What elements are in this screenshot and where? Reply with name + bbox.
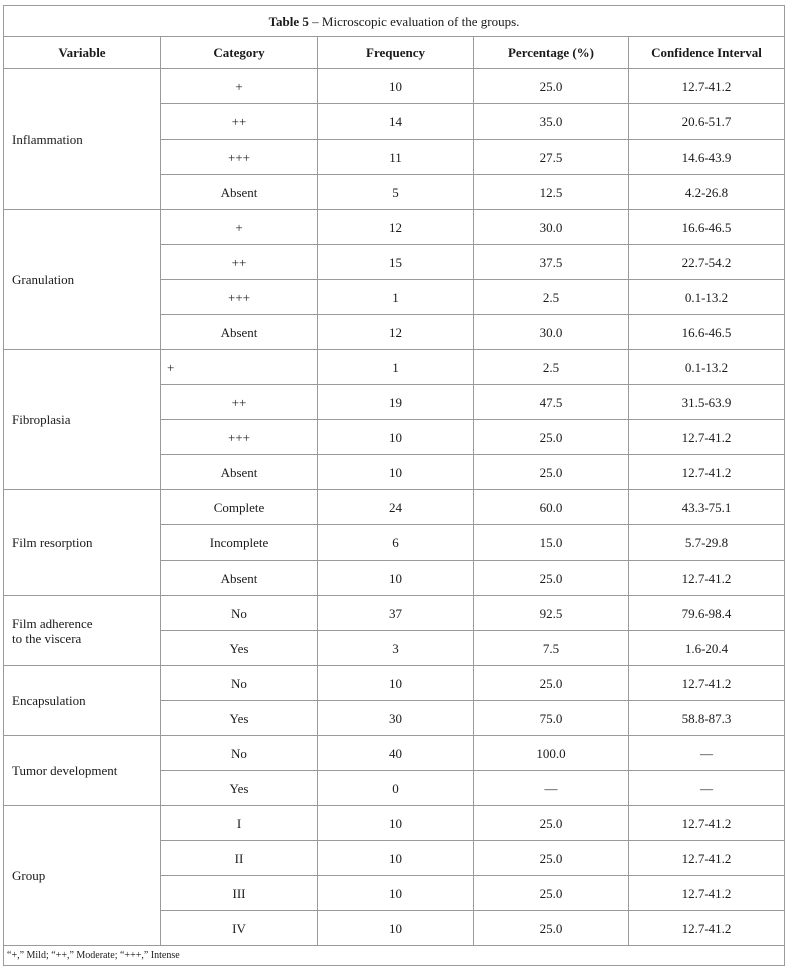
frequency-cell: 10 <box>318 841 474 876</box>
frequency-cell: 10 <box>318 420 474 455</box>
ci-cell: 12.7-41.2 <box>629 806 785 841</box>
ci-cell: 12.7-41.2 <box>629 841 785 876</box>
ci-cell: 16.6-46.5 <box>629 315 785 350</box>
frequency-cell: 30 <box>318 701 474 736</box>
variable-cell: Tumor development <box>4 736 161 806</box>
ci-cell: 22.7-54.2 <box>629 245 785 280</box>
category-cell: + <box>161 69 318 104</box>
frequency-cell: 12 <box>318 210 474 245</box>
ci-cell: 0.1-13.2 <box>629 280 785 315</box>
frequency-cell: 5 <box>318 175 474 210</box>
ci-cell: 31.5-63.9 <box>629 385 785 420</box>
table-caption: Table 5 – Microscopic evaluation of the groups. <box>4 6 785 37</box>
percentage-cell: 25.0 <box>474 666 629 701</box>
frequency-cell: 24 <box>318 490 474 525</box>
ci-cell: 4.2-26.8 <box>629 175 785 210</box>
table-row <box>4 596 785 631</box>
frequency-cell: 40 <box>318 736 474 771</box>
frequency-cell: 0 <box>318 771 474 806</box>
frequency-cell: 10 <box>318 69 474 104</box>
table-header-row <box>4 37 785 69</box>
percentage-cell: 25.0 <box>474 806 629 841</box>
category-cell: No <box>161 666 318 701</box>
percentage-cell: 7.5 <box>474 631 629 666</box>
category-cell: ++ <box>161 104 318 140</box>
percentage-cell: 30.0 <box>474 315 629 350</box>
footnote: “+,” Mild; “++,” Moderate; “+++,” Intense <box>4 946 785 966</box>
category-cell: No <box>161 736 318 771</box>
ci-cell: 0.1-13.2 <box>629 350 785 385</box>
frequency-cell: 19 <box>318 385 474 420</box>
frequency-cell: 10 <box>318 876 474 911</box>
category-cell: ++ <box>161 385 318 420</box>
ci-cell: 12.7-41.2 <box>629 455 785 490</box>
frequency-cell: 11 <box>318 140 474 175</box>
category-cell: + <box>161 210 318 245</box>
data-table <box>3 5 785 966</box>
category-cell: III <box>161 876 318 911</box>
table-label: Table 5 <box>268 13 309 29</box>
percentage-cell: 25.0 <box>474 876 629 911</box>
percentage-cell: 25.0 <box>474 420 629 455</box>
frequency-cell: 37 <box>318 596 474 631</box>
variable-cell: Encapsulation <box>4 666 161 736</box>
percentage-cell: 2.5 <box>474 350 629 385</box>
frequency-cell: 1 <box>318 280 474 315</box>
category-cell: Complete <box>161 490 318 525</box>
ci-cell: 58.8-87.3 <box>629 701 785 736</box>
ci-cell: 12.7-41.2 <box>629 420 785 455</box>
percentage-cell: 25.0 <box>474 561 629 596</box>
ci-cell: 20.6-51.7 <box>629 104 785 140</box>
variable-cell <box>4 596 161 666</box>
ci-cell: 5.7-29.8 <box>629 525 785 561</box>
frequency-cell: 3 <box>318 631 474 666</box>
ci-cell: 16.6-46.5 <box>629 210 785 245</box>
category-cell: I <box>161 806 318 841</box>
frequency-cell: 10 <box>318 806 474 841</box>
percentage-cell: 25.0 <box>474 455 629 490</box>
category-cell: Yes <box>161 701 318 736</box>
frequency-cell: 10 <box>318 455 474 490</box>
ci-cell: 79.6-98.4 <box>629 596 785 631</box>
table-caption-row <box>4 6 785 37</box>
header-variable: Variable <box>4 37 161 69</box>
frequency-cell: 6 <box>318 525 474 561</box>
ci-cell: 12.7-41.2 <box>629 876 785 911</box>
ci-cell: — <box>629 771 785 806</box>
table-row <box>4 69 785 104</box>
table-row <box>4 666 785 701</box>
table-caption-text: Microscopic evaluation of the groups. <box>321 13 520 29</box>
category-cell: +++ <box>161 280 318 315</box>
frequency-cell: 10 <box>318 666 474 701</box>
category-cell: Absent <box>161 175 318 210</box>
variable-cell: Inflammation <box>4 69 161 210</box>
percentage-cell: 92.5 <box>474 596 629 631</box>
frequency-cell: 15 <box>318 245 474 280</box>
percentage-cell: 2.5 <box>474 280 629 315</box>
variable-cell: Group <box>4 806 161 946</box>
percentage-cell: 27.5 <box>474 140 629 175</box>
frequency-cell: 14 <box>318 104 474 140</box>
frequency-cell: 12 <box>318 315 474 350</box>
category-cell: Yes <box>161 631 318 666</box>
variable-line-2: to the viscera <box>12 630 82 646</box>
percentage-cell: 47.5 <box>474 385 629 420</box>
percentage-cell: 35.0 <box>474 104 629 140</box>
category-cell: + <box>161 350 318 385</box>
percentage-cell: 12.5 <box>474 175 629 210</box>
category-cell: +++ <box>161 140 318 175</box>
category-cell: IV <box>161 911 318 946</box>
variable-cell: Fibroplasia <box>4 350 161 490</box>
percentage-cell: 25.0 <box>474 911 629 946</box>
ci-cell: 12.7-41.2 <box>629 69 785 104</box>
table-row <box>4 350 785 385</box>
frequency-cell: 1 <box>318 350 474 385</box>
category-cell: +++ <box>161 420 318 455</box>
category-cell: Absent <box>161 455 318 490</box>
frequency-cell: 10 <box>318 561 474 596</box>
ci-cell: 1.6-20.4 <box>629 631 785 666</box>
ci-cell: 14.6-43.9 <box>629 140 785 175</box>
ci-cell: 12.7-41.2 <box>629 911 785 946</box>
percentage-cell: 25.0 <box>474 69 629 104</box>
variable-line-1: Film adherence <box>12 615 93 631</box>
header-frequency: Frequency <box>318 37 474 69</box>
header-percentage: Percentage (%) <box>474 37 629 69</box>
ci-cell: — <box>629 736 785 771</box>
category-cell: Absent <box>161 315 318 350</box>
ci-cell: 12.7-41.2 <box>629 561 785 596</box>
variable-cell: Granulation <box>4 210 161 350</box>
ci-cell: 43.3-75.1 <box>629 490 785 525</box>
frequency-cell: 10 <box>318 911 474 946</box>
percentage-cell: — <box>474 771 629 806</box>
percentage-cell: 25.0 <box>474 841 629 876</box>
category-cell: Absent <box>161 561 318 596</box>
footnote-row <box>4 946 785 966</box>
percentage-cell: 15.0 <box>474 525 629 561</box>
percentage-cell: 75.0 <box>474 701 629 736</box>
variable-cell: Film resorption <box>4 490 161 596</box>
table-row <box>4 210 785 245</box>
category-cell: No <box>161 596 318 631</box>
percentage-cell: 60.0 <box>474 490 629 525</box>
category-cell: Incomplete <box>161 525 318 561</box>
percentage-cell: 37.5 <box>474 245 629 280</box>
table-row <box>4 806 785 841</box>
percentage-cell: 30.0 <box>474 210 629 245</box>
header-category: Category <box>161 37 318 69</box>
percentage-cell: 100.0 <box>474 736 629 771</box>
table-row <box>4 736 785 771</box>
ci-cell: 12.7-41.2 <box>629 666 785 701</box>
category-cell: ++ <box>161 245 318 280</box>
header-confidence-interval: Confidence Interval <box>629 37 785 69</box>
table-row <box>4 490 785 525</box>
category-cell: Yes <box>161 771 318 806</box>
category-cell: II <box>161 841 318 876</box>
